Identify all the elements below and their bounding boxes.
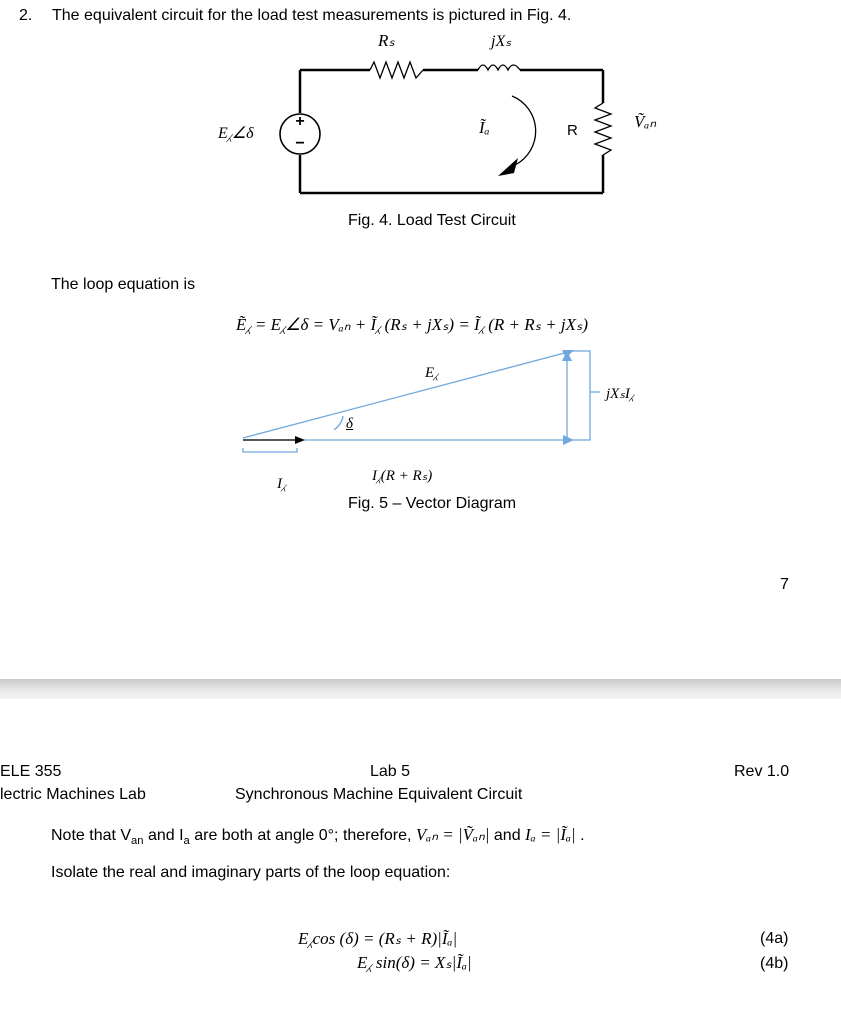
equation-4a-tag: (4a) bbox=[760, 930, 789, 947]
load-test-circuit-diagram bbox=[200, 28, 670, 228]
ia-bracket bbox=[243, 448, 297, 452]
ia-r-label: I⁁(R + Rₛ) bbox=[372, 468, 433, 484]
loop-intro-text: The loop equation is bbox=[51, 276, 196, 293]
question-number: 2. bbox=[19, 7, 33, 24]
ia-r-arrowhead bbox=[563, 435, 574, 445]
current-arrowhead bbox=[498, 158, 518, 176]
ea-label: E⁁ bbox=[425, 365, 438, 381]
jxs-label: jXₛ bbox=[491, 33, 512, 50]
r-label: R bbox=[567, 122, 578, 139]
fig4-caption: Fig. 4. Load Test Circuit bbox=[348, 212, 516, 229]
ia-label: I⁁ bbox=[277, 476, 286, 492]
question-text: The equivalent circuit for the load test measurements is pictured in Fig. 4. bbox=[52, 7, 572, 24]
jxs-ia-label: jXₛI⁁ bbox=[606, 386, 634, 402]
r-resistor bbox=[595, 103, 611, 155]
jxs-inductor bbox=[478, 65, 520, 70]
rs-label: Rₛ bbox=[378, 31, 395, 50]
van-label: Ṽₐₙ bbox=[634, 112, 657, 131]
note-line: Note that $V_{an}$ and $I_a$ are both at angle 0°; therefore, Vₐₙ = |Ṽₐₙ| and Iₐ = |Ĩₐ| . bbox=[51, 825, 585, 848]
equation-4a: E⁁cos (δ) = (Rₛ + R)|Ĩₐ| bbox=[298, 929, 458, 948]
ia-arrowhead bbox=[295, 436, 305, 444]
page-number: 7 bbox=[780, 576, 789, 593]
source-minus-sign: − bbox=[295, 135, 305, 152]
loop-equation: Ẽ⁁ = E⁁∠δ = Vₐₙ + Ĩ⁁ (Rₛ + jXₛ) = Ĩ⁁ (R + Rₛ + jXₛ) bbox=[236, 315, 589, 334]
source-plus-sign: + bbox=[295, 113, 305, 130]
header-course-code: ELE 355 bbox=[0, 763, 62, 780]
source-label: E⁁∠δ bbox=[218, 125, 254, 142]
rs-resistor bbox=[370, 62, 423, 78]
delta-label: δ bbox=[346, 416, 353, 432]
jxs-bracket bbox=[568, 351, 590, 440]
header-revision: Rev 1.0 bbox=[734, 763, 790, 780]
equation-4b: E⁁ sin(δ) = Xₛ|Ĩₐ| bbox=[357, 953, 472, 972]
header-lab-number: Lab 5 bbox=[370, 763, 411, 780]
delta-arc bbox=[334, 416, 343, 430]
vector-diagram bbox=[230, 340, 630, 470]
equation-4b-tag: (4b) bbox=[760, 955, 789, 972]
current-label: Ĩₐ bbox=[479, 118, 490, 137]
header-course-name: lectric Machines Lab bbox=[0, 786, 146, 803]
page-break bbox=[0, 679, 841, 699]
isolate-text: Isolate the real and imaginary parts of the loop equation: bbox=[51, 864, 451, 881]
current-loop-arrow bbox=[512, 96, 536, 165]
header-lab-title: Synchronous Machine Equivalent Circuit bbox=[235, 786, 523, 803]
ea-vector bbox=[243, 351, 572, 438]
fig5-caption: Fig. 5 – Vector Diagram bbox=[348, 495, 517, 512]
